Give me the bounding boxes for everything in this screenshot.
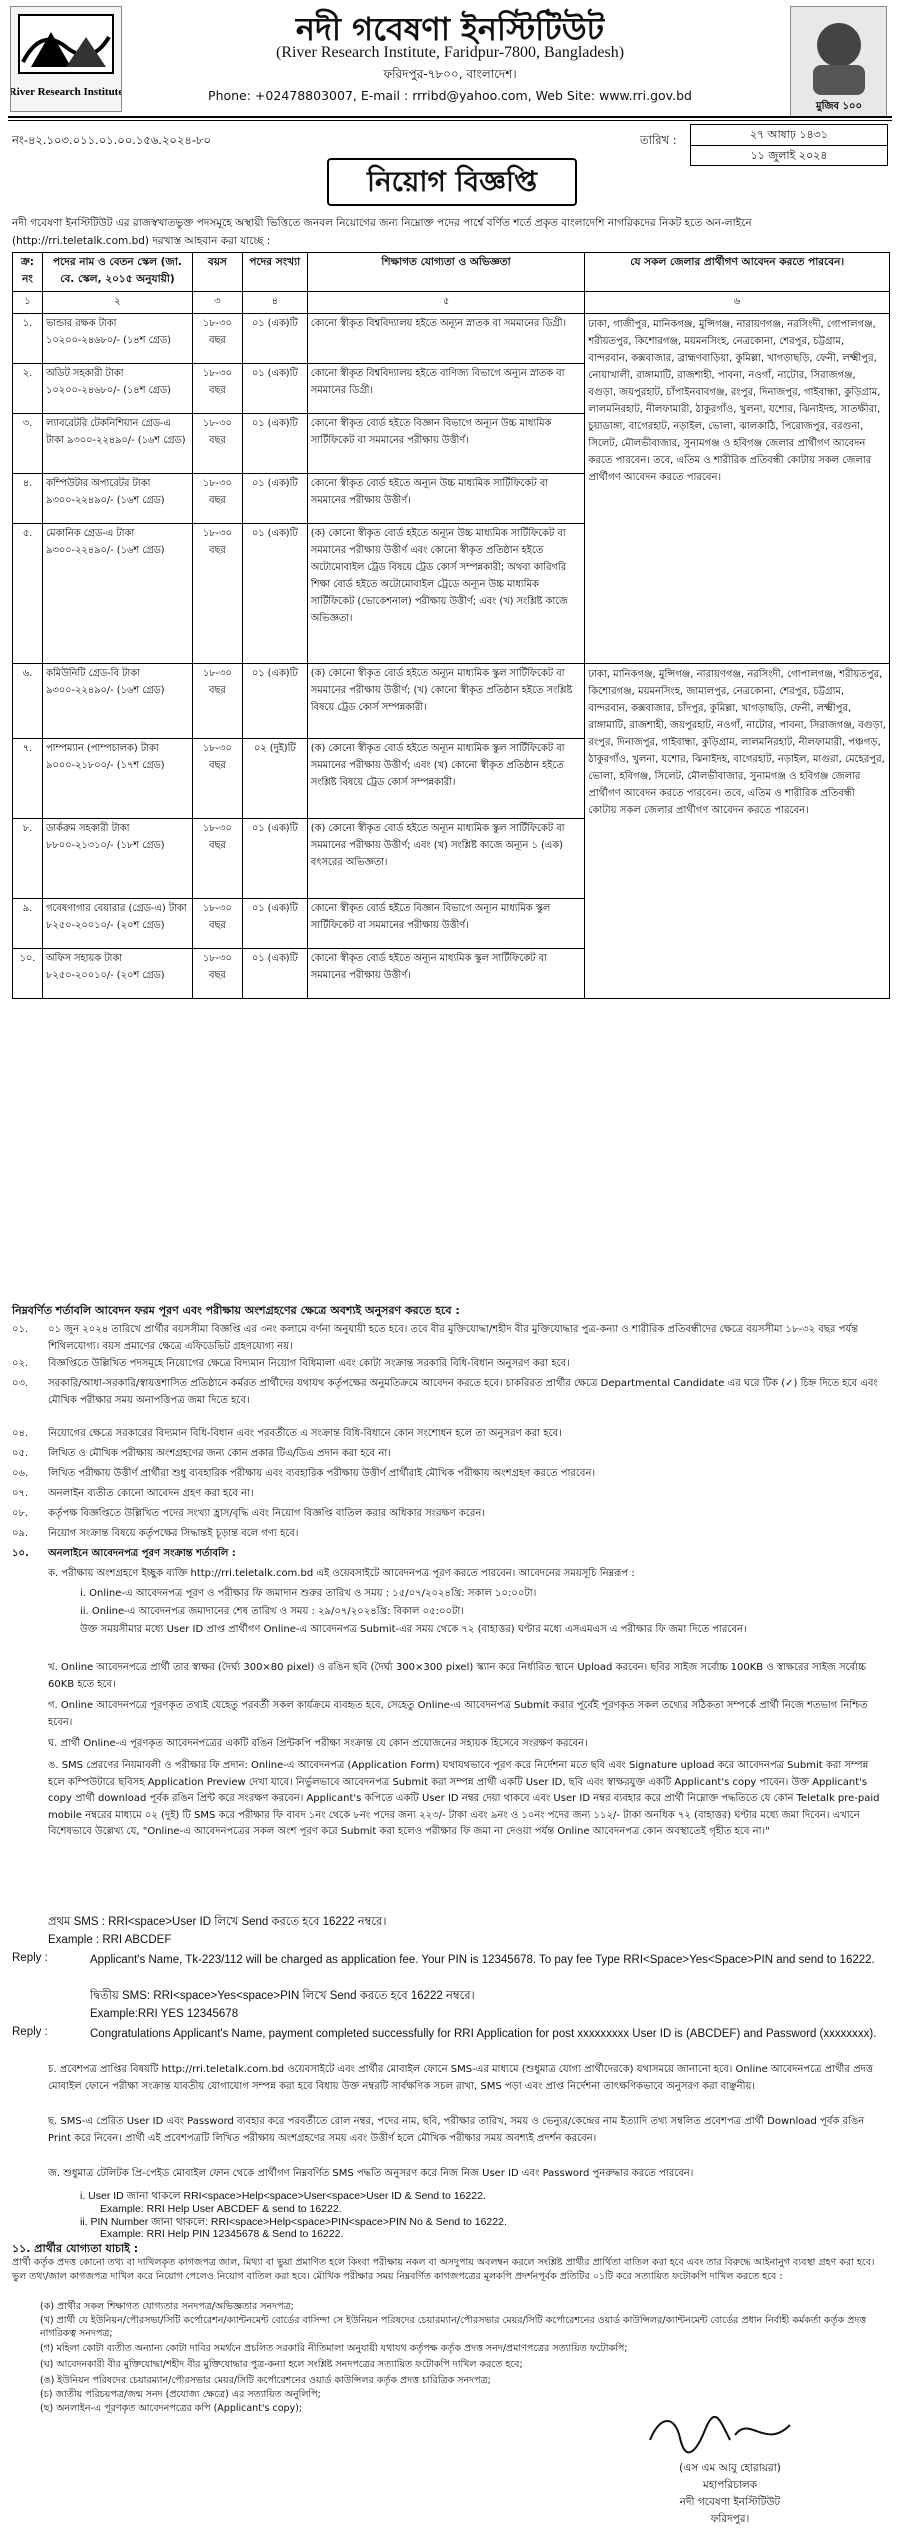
cell-post: ডার্করুম সহকারী টাকা ৮৮০০-২১৩১০/- (১৮শ গ্রেড) bbox=[42, 819, 192, 899]
cell-age: ১৮-৩০ বছর bbox=[192, 414, 242, 474]
eligibility-item: (গ) মহিলা কোটা ব্যতীত অন্যান্য কোটা দাবির সমর্থনে প্রচলিত সরকারি নীতিমালা অনুযায়ী যথাযথ কর্তৃপক্ষ কর্তৃক প্রদত্ত সনদ/প্রমাণপত্রের সত্যায়িত ফটোকপি; bbox=[40, 2343, 628, 2354]
cell-sl: ১০. bbox=[13, 949, 43, 999]
col-header: ক্র: নং bbox=[13, 253, 43, 292]
condition-item bbox=[12, 1506, 888, 1523]
condition-item bbox=[12, 1526, 888, 1543]
date-box bbox=[690, 124, 888, 166]
condition-text: কর্তৃপক্ষ বিজ্ঞপ্তিতে উল্লিখিত পদের সংখ্যা হ্রাস/বৃদ্ধি এবং নিয়োগ বিজ্ঞপ্তি বাতিল করার অধিকার সংরক্ষণ করেন। bbox=[48, 1508, 485, 1519]
condition-number: ০৪. bbox=[12, 1428, 29, 1439]
cell-age: ১৮-৩০ বছর bbox=[192, 524, 242, 664]
reply-label-2: Reply : bbox=[12, 2026, 48, 2038]
col-number: ২ bbox=[42, 292, 192, 314]
condition-number: ০২. bbox=[12, 1358, 29, 1369]
online-schedule-start: i. Online-এ আবেদনপত্র পূরণ ও পরীক্ষার ফি জমাদান শুরুর তারিখ ও সময় : ১৫/০৭/২০২৪খ্রি: সকাল ১০:০০টা। bbox=[80, 1588, 537, 1599]
table-header-row bbox=[13, 253, 890, 292]
cell-age: ১৮-৩০ বছর bbox=[192, 899, 242, 949]
cell-sl: ৫. bbox=[13, 524, 43, 664]
col-number: ৪ bbox=[242, 292, 307, 314]
cell-count: ০১ (এক)টি bbox=[242, 664, 307, 739]
col-number: ৫ bbox=[307, 292, 585, 314]
conditions-title: নিম্নবর্ণিত শর্তাবলি আবেদন ফরম পূরণ এবং পরীক্ষায় অংশগ্রহণের ক্ষেত্রে অবশ্যই অনুসরণ করতে হবে : bbox=[12, 1304, 460, 1317]
cell-qualification: (ক) কোনো স্বীকৃত বোর্ড হইতে অন্যূন মাধ্যমিক স্কুল সার্টিফিকেট বা সমমানের পরীক্ষায় উত্তীর্ণ; এবং (খ) সংশ্লিষ্ট কাজে অন্যূন ১ (এক) বৎসরের অভিজ্ঞতা। bbox=[307, 819, 585, 899]
cell-age: ১৮-৩০ বছর bbox=[192, 949, 242, 999]
col-number: ১ bbox=[13, 292, 43, 314]
cell-post: ল্যাবরেটরি টেকনিশিয়ান গ্রেড-এ টাকা ৯৩০০-২২৪৯০/- (১৬শ গ্রেড) bbox=[42, 414, 192, 474]
online-uma: ঙ. SMS প্রেরণের নিয়মাবলী ও পরীক্ষার ফি প্রদান: Online-এ আবেদনপত্র (Application Form) যথাযথভাবে পূরণ করে নির্দেশনা মতে ছবি এবং Signature upload করে আবেদনপত্র Submit করা সম্পন্ন হলে কম্পিউটারে ছবিসহ Application Preview দেখা যাবে। নির্ভুলভাবে আবেদনপত্র Submit করা সম্পন্ন প্রার্থী একটি User ID, ছবি এবং স্বাক্ষরযুক্ত একটি Applicant's copy পাবেন। উক্ত Applicant's copy প্রার্থী download পূর্বক রঙিন প্রিন্ট করে সংরক্ষণ করবেন। Applicant's কপিতে একটি User ID নম্বর দেয়া থাকবে এবং User ID নম্বর ব্যবহার করে প্রার্থী নিম্নোক্ত পদ্ধতিতে যে কোন Teletalk pre-paid mobile নম্বরের মাধ্যমে ০২ (দুই) টি SMS করে পরীক্ষার ফি বাবদ ১নং থেকে ৮নং পদের জন্য ২২৩/- টাকা এবং ৯নং ও ১০নং পদের জন্য ১১২/- টাকা অনধিক ৭২ (বাহাত্তর) ঘণ্টার মধ্যে জমা দিবেন। এখানে বিশেষভাবে উল্লেখ্য যে, "Online-এ আবেদনপত্রের সকল অংশ পূরণ করে Submit করা হলেও পরীক্ষার ফি জমা না দেওয়া পর্যন্ত Online আবেদনপত্র কোন অবস্থাতেই গৃহীত হবে না।" bbox=[48, 1760, 880, 1837]
cell-sl: ৬. bbox=[13, 664, 43, 739]
institute-title: নদী গবেষণা ইনস্টিটিউট bbox=[295, 10, 605, 48]
cell-count: ০১ (এক)টি bbox=[242, 899, 307, 949]
condition-text: ০১ জুন ২০২৪ তারিখে প্রার্থীর বয়সসীমা বিজ্ঞপ্তি এর ৩নং কলামে বর্ণনা অনুযায়ী হতে হবে। তবে বীর মুক্তিযোদ্ধা/শহীদ বীর মুক্তিযোদ্ধার পুত্র-কন্যা ও শারীরিক প্রতিবন্ধীদের ক্ষেত্রে বয়সসীমা ১৮-৩২ বছর পর্যন্ত শিথিলযোগ্য। বয়স প্রমাণের ক্ষেত্রে এফিডেভিট গ্রহণযোগ্য নয়। bbox=[48, 1324, 859, 1352]
cell-count: ০১ (এক)টি bbox=[242, 474, 307, 524]
condition-text: লিখিত ও মৌখিক পরীক্ষায় অংশগ্রহণের জন্য কোন প্রকার টিএ/ডিএ প্রদান করা হবে না। bbox=[48, 1448, 391, 1459]
sms-example-1: Example : RRI ABCDEF bbox=[48, 1934, 172, 1946]
condition-text: অনলাইন ব্যতীত কোনো আবেদন গ্রহণ করা হবে না। bbox=[48, 1488, 254, 1499]
eligibility-item: (ঙ) ইউনিয়ন পরিষদের চেয়ারম্যান/পৌরসভার মেয়র/সিটি কর্পোরেশনের ওয়ার্ড কাউন্সিলর কর্তৃক প্রদত্ত চারিত্রিক সনদপত্র; bbox=[40, 2375, 491, 2386]
cell-count: ০১ (এক)টি bbox=[242, 949, 307, 999]
recover-userid: i. User ID জানা থাকলে RRI<space>Help<space>User<space>User ID & Send to 16222. bbox=[80, 2190, 486, 2202]
condition-text: অনলাইনে আবেদনপত্র পূরণ সংক্রান্ত শর্তাবলি : bbox=[48, 1548, 236, 1559]
sms-second: দ্বিতীয় SMS: RRI<space>Yes<space>PIN লিখে Send করতে হবে 16222 নম্বরে। bbox=[90, 1990, 475, 2002]
online-schedule-end: ii. Online-এ আবেদনপত্র জমাদানের শেষ তারিখ ও সময় : ২৯/০৭/২০২৪খ্রি: বিকাল ০৫:০০টা। bbox=[80, 1606, 464, 1617]
cell-post: কমিউনিটি গ্রেড-বি টাকা ৯৩০০-২২৪৯০/- (১৬শ গ্রেড) bbox=[42, 664, 192, 739]
condition-item bbox=[12, 1322, 888, 1355]
sms-first: প্রথম SMS : RRI<space>User ID লিখে Send করতে হবে 16222 নম্বরে। bbox=[48, 1916, 387, 1928]
signatory-block bbox=[600, 2460, 860, 2528]
date-bangla: ২৭ আষাঢ় ১৪৩১ bbox=[691, 125, 887, 146]
date-label: তারিখ : bbox=[640, 133, 677, 147]
cell-sl: ৩. bbox=[13, 414, 43, 474]
cell-post: মেকানিক গ্রেড-এ টাকা ৯৩০০-২২৪৯০/- (১৬শ গ্রেড) bbox=[42, 524, 192, 664]
condition-text: নিয়োগের ক্ষেত্রে সরকারের বিদ্যমান বিধি-বিধান এবং পরবর্তীতে এ সংক্রান্ত বিধি-বিধানে কোন সংশোধন হলে তা অনুসরণ করা হবে। bbox=[48, 1428, 562, 1439]
intro-paragraph: নদী গবেষণা ইনস্টিটিউট এর রাজস্বখাতভুক্ত পদসমূহে অস্থায়ী ভিত্তিতে জনবল নিয়োগের জন্য নিম্নোক্ত পদের পার্শ্বে বর্ণিত শর্তে প্রকৃত বাংলাদেশি নাগরিকদের নিকট হতে অন-লাইনে (http://rri.teletalk.com.bd) দরখাস্ত আহবান করা যাচ্ছে : bbox=[12, 217, 752, 247]
cell-age: ১৮-৩০ বছর bbox=[192, 314, 242, 364]
signatory-place: ফরিদপুর। bbox=[710, 2513, 750, 2525]
cell-post: পাম্পম্যান (পাম্পচালক) টাকা ৯০০০-২১৮০০/- (১৭শ গ্রেড) bbox=[42, 739, 192, 819]
cell-sl: ৮. bbox=[13, 819, 43, 899]
condition-number: ০৮. bbox=[12, 1508, 29, 1519]
cell-qualification: কোনো স্বীকৃত বোর্ড হইতে অন্যূন উচ্চ মাধ্যমিক সার্টিফিকেট বা সমমানের পরীক্ষায় উত্তীর্ণ। bbox=[307, 474, 585, 524]
condition-number: ০১. bbox=[12, 1324, 29, 1335]
condition-item bbox=[12, 1546, 888, 1563]
cell-districts-b: ঢাকা, মানিকগঞ্জ, মুন্সিগঞ্জ, নারায়ণগঞ্জ, নরসিংদী, গোপালগঞ্জ, শরীয়তপুর, কিশোরগঞ্জ, ময়মনসিংহ, জামালপুর, নেত্রকোনা, শেরপুর, চট্টগ্রাম, বান্দরবান, কক্সবাজার, চাঁদপুর, কুমিল্লা, খাগড়াছড়ি, ফেনী, লক্ষ্মীপুর, রাঙ্গামাটি, রাজশাহী, জয়পুরহাট, নওগাঁ, নাটোর, পাবনা, সিরাজগঞ্জ, বগুড়া, রংপুর, দিনাজপুর, গাইবান্ধা, কুড়িগ্রাম, লালমনিরহাট, নীলফামারী, পঞ্চগড়, ঠাকুরগাঁও, খুলনা, যশোর, ঝিনাইদহ, বাগেরহাট, নড়াইল, মাগুরা, মেহেরপুর, ভোলা, হবিগঞ্জ, সিলেট, মৌলভীবাজার, সুনামগঞ্জ ও হবিগঞ্জ জেলার প্রার্থীগণ আবেদন করতে পারবেন। তবে, এতিম ও শারীরিক প্রতিবন্ধী কোটায় সকল জেলার প্রার্থীগণ আবেদন করতে পারবেন। bbox=[585, 664, 890, 999]
recover-userid-example: Example: RRI Help User ABCDEF & send to 16222. bbox=[100, 2203, 342, 2215]
cell-sl: ৪. bbox=[13, 474, 43, 524]
eligibility-title: ১১. প্রার্থীর যোগ্যতা যাচাই : bbox=[12, 2242, 139, 2255]
cell-count: ০১ (এক)টি bbox=[242, 524, 307, 664]
sms-reply-2: Congratulations Applicant's Name, payment completed successfully for RRI Application for post xxxxxxxxx User ID is (ABCDEF) and Password (xxxxxxxx). bbox=[90, 2028, 877, 2040]
cell-age: ১৮-৩০ বছর bbox=[192, 474, 242, 524]
condition-item bbox=[12, 1446, 888, 1463]
cell-post: গবেষণাগার বেয়ারার (গ্রেড-এ) টাকা ৮২৫০-২০০১০/- (২০শ গ্রেড) bbox=[42, 899, 192, 949]
cell-qualification: কোনো স্বীকৃত বোর্ড হইতে বিজ্ঞান বিভাগে অন্যূন মাধ্যমিক স্কুল সার্টিফিকেট বা সমমানের পরীক্ষায় উত্তীর্ণ। bbox=[307, 899, 585, 949]
cell-post: অফিস সহায়ক টাকা ৮২৫০-২০০১০/- (২০শ গ্রেড) bbox=[42, 949, 192, 999]
condition-item bbox=[12, 1486, 888, 1503]
cell-count: ০২ (দুই)টি bbox=[242, 739, 307, 819]
mujib100-label: মুজিব ১০০ bbox=[816, 101, 862, 112]
cell-qualification: কোনো স্বীকৃত বিশ্ববিদ্যালয় হইতে অন্যূন স্নাতক বা সমমানের ডিগ্রী। bbox=[307, 314, 585, 364]
online-gha: ঘ. প্রার্থী Online-এ পূরণকৃত আবেদনপত্রের একটি রঙিন প্রিন্টকপি পরীক্ষা সংক্রান্ত যে কোন প্রয়োজনের সহায়ক হিসেবে সংরক্ষণ করবেন। bbox=[48, 1738, 588, 1749]
column-number-row bbox=[13, 292, 890, 314]
cell-qualification: কোনো স্বীকৃত বোর্ড হইতে অন্যূন মাধ্যমিক স্কুল সার্টিফিকেট বা সমমানের পরীক্ষায় উত্তীর্ণ। bbox=[307, 949, 585, 999]
sms-reply-1: Applicant's Name, Tk-223/112 will be charged as application fee. Your PIN is 12345678. To pay fee Type RRI<Space>Yes<Space>PIN and send to 16222. bbox=[90, 1954, 875, 1966]
online-cha: চ. প্রবেশপত্র প্রাপ্তির বিষয়টি http://rri.teletalk.com.bd ওয়েবসাইটে এবং প্রার্থীর মোবাইল ফোনে SMS-এর মাধ্যমে (শুধুমাত্র যোগ্য প্রার্থীদেরকে) যথাসময়ে জানানো হবে। Online আবেদনপত্রে প্রার্থীর প্রদত্ত মোবাইল ফোনে পরীক্ষা সংক্রান্ত যাবতীয় যোগাযোগ সম্পন্ন করা হবে বিধায় উক্ত নম্বরটি সার্বক্ষণিক সচল রাখা, SMS পড়া এবং প্রাপ্ত নির্দেশনা তাৎক্ষণিকভাবে অনুসরণ করা বাঞ্ছনীয়। bbox=[48, 2064, 873, 2092]
cell-count: ০১ (এক)টি bbox=[242, 819, 307, 899]
col-header: বয়স bbox=[192, 253, 242, 292]
cell-age: ১৮-৩০ বছর bbox=[192, 364, 242, 414]
institute-contact: Phone: +02478803007, E-mail : rrribd@yahoo.com, Web Site: www.rri.gov.bd bbox=[208, 88, 692, 103]
cell-sl: ৭. bbox=[13, 739, 43, 819]
condition-text: বিজ্ঞপ্তিতে উল্লিখিত পদসমূহে নিয়োগের ক্ষেত্রে বিদ্যমান নিয়োগ বিধিমালা এবং কোটা সংক্রান্ত সরকারি বিধি-বিধান অনুসরণ করা হবে। bbox=[48, 1358, 570, 1369]
signatory-name: (এস এম আবু হোরায়রা) bbox=[679, 2462, 781, 2474]
condition-number: ০৩. bbox=[12, 1378, 29, 1389]
institute-address: ফরিদপুর-৭৮০০, বাংলাদেশ। bbox=[383, 67, 517, 81]
cell-age: ১৮-৩০ বছর bbox=[192, 819, 242, 899]
eligibility-item: (ছ) অনলাইন-এ পূরণকৃত আবেদনপত্রের কপি (Applicant's copy); bbox=[40, 2403, 303, 2414]
cell-qualification: কোনো স্বীকৃত বিশ্ববিদ্যালয় হইতে বাণিজ্য বিভাগে অন্যূন স্নাতক বা সমমানের ডিগ্রী। bbox=[307, 364, 585, 414]
cell-count: ০১ (এক)টি bbox=[242, 314, 307, 364]
online-ja: জ. শুধুমাত্র টেলিটক প্রি-পেইড মোবাইল ফোন থেকে প্রার্থীগণ নিম্নবর্ণিত SMS পদ্ধতি অনুসরণ করে নিজ নিজ User ID এবং Password পুনরুদ্ধার করতে পারবেন। bbox=[48, 2168, 694, 2179]
online-ga: গ. Online আবেদনপত্রে পূরণকৃত তথ্যই যেহেতু পরবর্তী সকল কার্যক্রমে ব্যবহৃত হবে, সেহেতু Online-এ আবেদনপত্র Submit করার পূর্বেই পূরণকৃত সকল তথ্যের সঠিকতা সম্পর্কে প্রার্থী নিজে শতভাগ নিশ্চিত হবেন। bbox=[48, 1700, 868, 1728]
cell-sl: ৯. bbox=[13, 899, 43, 949]
cell-qualification: (ক) কোনো স্বীকৃত বোর্ড হইতে অন্যূন মাধ্যমিক স্কুল সার্টিফিকেট বা সমমানের পরীক্ষায় উত্তীর্ণ; (খ) কোনো স্বীকৃত প্রতিষ্ঠান হইতে সংশ্লিষ্ট বিষয়ে ট্রেড কোর্স সম্পন্নকারী। bbox=[307, 664, 585, 739]
condition-number: ০৯. bbox=[12, 1528, 29, 1539]
cell-post: অডিট সহকারী টাকা ১০২০০-২৪৬৮০/- (১৪শ গ্রেড) bbox=[42, 364, 192, 414]
institute-subtitle: (River Research Institute, Faridpur-7800, Bangladesh) bbox=[275, 44, 625, 61]
cell-post: কম্পিউটার অপারেটর টাকা ৯৩০০-২২৪৯০/- (১৬শ গ্রেড) bbox=[42, 474, 192, 524]
col-number: ৩ bbox=[192, 292, 242, 314]
cell-age: ১৮-৩০ বছর bbox=[192, 739, 242, 819]
condition-number: ১০. bbox=[12, 1548, 29, 1559]
logo-caption: River Research Institute bbox=[11, 86, 121, 98]
col-header: পদের নাম ও বেতন স্কেল (জা. বে. স্কেল, ২০১৫ অনুযায়ী) bbox=[42, 253, 192, 292]
col-header: শিক্ষাগত যোগ্যতা ও অভিজ্ঞতা bbox=[307, 253, 585, 292]
online-ka: ক. পরীক্ষায় অংশগ্রহণে ইচ্ছুক ব্যক্তি http://rri.teletalk.com.bd এই ওয়েবসাইটে আবেদনপত্র পূরণ করতে পারবেন। আবেদনের সময়সূচি নিম্নরূপ : bbox=[48, 1568, 635, 1579]
cell-post: ভান্ডার রক্ষক টাকা ১০২০০-২৪৬৮০/- (১৪শ গ্রেড) bbox=[42, 314, 192, 364]
eligibility-intro: প্রার্থী কর্তৃক প্রদত্ত কোনো তথ্য বা দাখিলকৃত কাগজপত্র জাল, মিথ্যা বা ভুয়া প্রমাণিত হলে কিংবা পরীক্ষায় নকল বা অসদুপায় অবলম্বন করলে সংশ্লিষ্ট প্রার্থীর প্রার্থিতা বাতিল করা হবে এবং তার বিরুদ্ধে আইনানুগ ব্যবস্থা গ্রহণ করা হবে। ভুল তথ্য/জাল কাগজপত্র দাখিল করে নিয়োগ পেলেও নিয়োগ বাতিল করা হবে। মৌখিক পরীক্ষার সময় নিম্নবর্ণিত কাগজপত্রের মূলকপি প্রদর্শনপূর্বক প্রতিটির ০১টি করে সত্যায়িত ফটোকপি দাখিল করতে হবে : bbox=[12, 2257, 875, 2282]
eligibility-item: (খ) প্রার্থী যে ইউনিয়ন/পৌরসভা/সিটি কর্পোরেশন/ক্যান্টনমেন্ট বোর্ডের বাসিন্দা সে ইউনিয়ন পরিষদের চেয়ারম্যান/পৌরসভার মেয়র/সিটি কর্পোরেশনের ওয়ার্ড কাউন্সিলর/ক্যান্টনমেন্ট বোর্ডের প্রধান নির্বাহী কর্মকর্তা কর্তৃক প্রদত্ত নাগরিকত্ব সনদপত্র; bbox=[40, 2315, 867, 2339]
reply-label-1: Reply : bbox=[12, 1952, 48, 1964]
condition-text: নিয়োগ সংক্রান্ত বিষয়ে কর্তৃপক্ষের সিদ্ধান্তই চূড়ান্ত বলে গণ্য হবে। bbox=[48, 1528, 299, 1539]
cell-sl: ১. bbox=[13, 314, 43, 364]
recover-pin: ii. PIN Number জানা থাকলে: RRI<space>Help<space>PIN<space>PIN No & Send to 16222. bbox=[80, 2216, 507, 2228]
condition-number: ০৭. bbox=[12, 1488, 29, 1499]
eligibility-item: (ঘ) আবেদনকারী বীর মুক্তিযোদ্ধা/শহীদ বীর মুক্তিযোদ্ধার পুত্র-কন্যা হলে সংশ্লিষ্ট সনদপত্রের সত্যায়িত ফটোকপি দাখিল করতে হবে; bbox=[40, 2359, 523, 2370]
condition-item bbox=[12, 1466, 888, 1483]
table-row bbox=[13, 314, 890, 364]
cell-sl: ২. bbox=[13, 364, 43, 414]
cell-qualification: কোনো স্বীকৃত বোর্ড হইতে বিজ্ঞান বিভাগে অন্যূন উচ্চ মাধ্যমিক সার্টিফিকেট বা সমমানের পরীক্ষায় উত্তীর্ণ। bbox=[307, 414, 585, 474]
table-row bbox=[13, 664, 890, 739]
signatory-org: নদী গবেষণা ইনস্টিটিউট bbox=[679, 2496, 781, 2508]
condition-number: ০৬. bbox=[12, 1468, 29, 1479]
cell-qualification: (ক) কোনো স্বীকৃত বোর্ড হইতে অন্যূন মাধ্যমিক স্কুল সার্টিফিকেট বা সমমানের পরীক্ষায় উত্তীর্ণ; এবং (খ) কোনো স্বীকৃত প্রতিষ্ঠান হইতে সংশ্লিষ্ট বিষয়ে ট্রেড কোর্স সম্পন্নকারী। bbox=[307, 739, 585, 819]
col-header: যে সকল জেলার প্রার্থীগণ আবেদন করতে পারবেন। bbox=[585, 253, 890, 292]
cell-count: ০১ (এক)টি bbox=[242, 364, 307, 414]
condition-item bbox=[12, 1356, 888, 1373]
eligibility-item: (চ) জাতীয় পরিচয়পত্র/জন্ম সনদ (প্রযোজ্য ক্ষেত্রে) এর সত্যায়িত অনুলিপি; bbox=[40, 2389, 321, 2400]
online-chha: ছ. SMS-এ প্রেরিত User ID এবং Password ব্যবহার করে পরবর্তীতে রোল নম্বর, পদের নাম, ছবি, পরীক্ষার তারিখ, সময় ও ভেন্যুর/কেন্দ্রের নাম ইত্যাদি তথ্য সম্বলিত প্রবেশপত্র প্রার্থী Download পূর্বক রঙিন Print করে নিবেন। প্রার্থী এই প্রবেশপত্রটি লিখিত পরীক্ষায় অংশগ্রহণের সময় এবং উত্তীর্ণ হলে মৌখিক পরীক্ষার সময় অবশ্যই প্রদর্শন করবেন। bbox=[48, 2116, 865, 2144]
condition-item bbox=[12, 1426, 888, 1443]
col-number: ৬ bbox=[585, 292, 890, 314]
online-schedule-note: উক্ত সময়সীমার মধ্যে User ID প্রাপ্ত প্রার্থীগণ Online-এ আবেদনপত্র Submit-এর সময় থেকে ৭২ (বাহাত্তর) ঘণ্টার মধ্যে এসএমএস এ পরীক্ষার ফি জমা দিতে পারবেন। bbox=[80, 1624, 747, 1635]
signatory-title: মহাপরিচালক bbox=[702, 2479, 758, 2491]
condition-text: লিখিত পরীক্ষায় উত্তীর্ণ প্রার্থীরা শুধু ব্যবহারিক পরীক্ষায় এবং ব্যবহারিক পরীক্ষায় উত্তীর্ণ প্রার্থীরাই মৌখিক পরীক্ষায় অংশগ্রহণ করতে পারবেন। bbox=[48, 1468, 596, 1479]
header-rule bbox=[8, 116, 892, 118]
notice-title: নিয়োগ বিজ্ঞপ্তি bbox=[327, 158, 577, 206]
condition-text: সরকারি/আধা-সরকারি/স্বায়ত্তশাসিত প্রতিষ্ঠানে কর্মরত প্রার্থীদের যথাযথ কর্তৃপক্ষের অনুমতিক্রমে আবেদন করতে হবে। চাকরিরত প্রার্থীর ক্ষেত্রে Departmental Candidate এর ঘরে টিক (✓) চিহ্ন দিতে হবে এবং মৌখিক পরীক্ষার সময় অনাপত্তিপত্র জমা দিতে হবে। bbox=[48, 1378, 878, 1406]
eligibility-item: (ক) প্রার্থীর সকল শিক্ষাগত যোগ্যতার সনদপত্র/অভিজ্ঞতার সনদপত্র; bbox=[40, 2301, 294, 2312]
cell-count: ০১ (এক)টি bbox=[242, 414, 307, 474]
cell-districts-a: ঢাকা, গাজীপুর, মানিকগঞ্জ, মুন্সিগঞ্জ, নারায়ণগঞ্জ, নরসিংদী, গোপালগঞ্জ, শরীয়তপুর, কিশোরগঞ্জ, ময়মনসিংহ, নেত্রকোনা, শেরপুর, চট্টগ্রাম, বান্দরবান, কক্সবাজার, ব্রাহ্মণবাড়িয়া, কুমিল্লা, খাগড়াছড়ি, ফেনী, লক্ষ্মীপুর, নোয়াখালী, রাঙ্গামাটি, রাজশাহী, পাবনা, নওগাঁ, নাটোর, সিরাজগঞ্জ, বগুড়া, জয়পুরহাট, চাঁপাইনবাবগঞ্জ, রংপুর, দিনাজপুর, গাইবান্ধা, কুড়িগ্রাম, লালমনিরহাট, নীলফামারী, ঠাকুরগাঁও, খুলনা, যশোর, ঝিনাইদহ, সাতক্ষীরা, চুয়াডাঙ্গা, বাগেরহাট, নড়াইল, ভোলা, ঝালকাঠি, পিরোজপুর, বরগুনা, সিলেট, মৌলভীবাজার, সুনামগঞ্জ ও হবিগঞ্জ জেলার প্রার্থীগণ আবেদন করতে পারবেন। তবে, এতিম ও শারীরিক প্রতিবন্ধী কোটায় সকল জেলার প্রার্থীগণ আবেদন করতে পারবেন। bbox=[585, 314, 890, 664]
header-rule-thin bbox=[8, 120, 892, 121]
online-kha: খ. Online আবেদনপত্রে প্রার্থী তার স্বাক্ষর (দৈর্ঘ্য 300×80 pixel) ও রঙিন ছবি (দৈর্ঘ্য 300×300 pixel) স্ক্যান করে নির্ধারিত স্থানে Upload করবেন। ছবির সাইজ সর্বোচ্চ 100KB ও স্বাক্ষরের সাইজ সর্বোচ্চ 60KB হতে হবে। bbox=[48, 1662, 867, 1690]
recover-pin-example: Example: RRI Help PIN 12345678 & Send to 16222. bbox=[100, 2228, 344, 2240]
cell-qualification: (ক) কোনো স্বীকৃত বোর্ড হইতে অন্যূন উচ্চ মাধ্যমিক সার্টিফিকেট বা সমমানের পরীক্ষায় উত্তীর্ণ এবং কোনো স্বীকৃত প্রতিষ্ঠান হইতে অটোমোবাইল ট্রেড বিষয়ে ট্রেড কোর্স সম্পন্নকারী; অথবা কারিগরি শিক্ষা বোর্ড হইতে অটোমোবাইল ট্রেডে অন্যূন উচ্চ মাধ্যমিক সার্টিফিকেট (ভোকেশনাল) পরীক্ষায় উত্তীর্ণ; এবং (খ) সংশ্লিষ্ট কাজে অভিজ্ঞতা। bbox=[307, 524, 585, 664]
signature-mark bbox=[640, 2410, 800, 2460]
cell-age: ১৮-৩০ বছর bbox=[192, 664, 242, 739]
condition-number: ০৫. bbox=[12, 1448, 29, 1459]
condition-item bbox=[12, 1376, 888, 1409]
sms-example-2: Example:RRI YES 12345678 bbox=[90, 2008, 239, 2020]
memo-number: নং-৪২.১০৩.০১১.০১.০০.১৫৬.২০২৪-৮০ bbox=[12, 133, 211, 147]
mujib100-logo bbox=[790, 6, 887, 118]
posts-table bbox=[12, 252, 890, 999]
date-english: ১১ জুলাই ২০২৪ bbox=[750, 149, 828, 162]
col-header: পদের সংখ্যা bbox=[242, 253, 307, 292]
